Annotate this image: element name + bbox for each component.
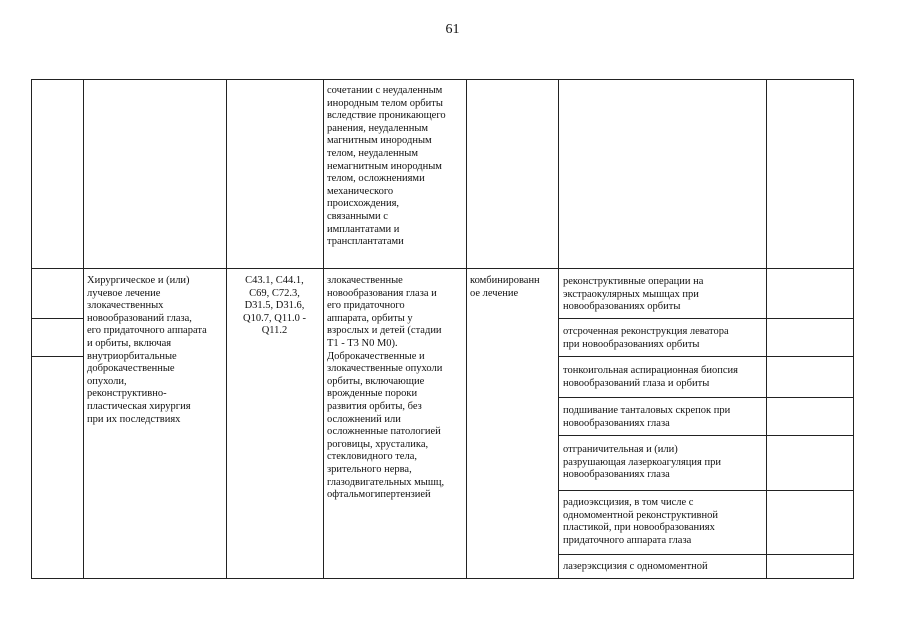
method-cell: [563, 561, 708, 574]
text-line: лучевое лечение: [87, 287, 161, 299]
text-line: Доброкачественные и: [327, 350, 425, 362]
column-border: [558, 79, 559, 579]
method-divider: [558, 397, 854, 398]
text-line: сочетании с неудаленным: [327, 85, 443, 96]
text-line: новообразованиях орбиты: [563, 301, 681, 313]
text-line: пластическая хирургия: [87, 400, 191, 412]
text-line: радиоэксцизия, в том числе с: [563, 497, 694, 508]
text-line: трансплантатами: [327, 236, 404, 248]
text-line: ое лечение: [470, 287, 519, 299]
text-line: осложнений или: [327, 413, 401, 425]
text-line: ранения, неудаленным: [327, 122, 429, 134]
text-line: взрослых и детей (стадии: [327, 325, 442, 337]
text-line: Q11.2: [261, 325, 288, 337]
text-line: врожденные пороки: [327, 388, 418, 400]
text-line: новообразованиях глаза: [563, 417, 670, 429]
text-line: его придаточного: [327, 300, 405, 312]
text-line: телом, неудаленным: [327, 147, 418, 159]
diagnosis-cell: [327, 275, 444, 502]
text-line: злокачественные опухоли: [327, 363, 443, 375]
text-line: пластикой, при новообразованиях: [563, 522, 715, 534]
care-name-cell: [87, 275, 207, 426]
text-line: телом, осложнениями: [327, 173, 425, 185]
page-number: 61: [445, 22, 460, 37]
text-line: глазодвигательных мышц,: [327, 476, 445, 488]
text-line: новообразования глаза и: [327, 287, 437, 299]
text-line: имплантатами и: [327, 223, 400, 235]
text-line: связанными с: [327, 210, 388, 222]
text-line: развития орбиты, без: [327, 400, 422, 412]
text-line: вследствие проникающего: [327, 110, 446, 122]
text-line: опухоли,: [87, 375, 127, 387]
column-border: [83, 79, 84, 579]
text-line: реконструктивные операции на: [563, 276, 704, 287]
text-line: происхождения,: [327, 198, 400, 210]
sub-row-divider: [31, 356, 83, 357]
column-border: [766, 79, 767, 579]
text-line: тонкоигольная аспирационная биопсия: [563, 365, 738, 376]
text-line: лазерэксцизия с одномоментной: [563, 561, 708, 572]
text-line: и орбиты, включая: [87, 337, 172, 349]
text-line: подшивание танталовых скрепок при: [563, 405, 731, 416]
column-border: [31, 79, 32, 579]
text-line: немагнитным инородным: [327, 160, 442, 172]
column-border: [466, 79, 467, 579]
text-line: внутриорбитальные: [87, 350, 177, 362]
icd-codes-cell: [227, 275, 322, 338]
text-line: зрительного нерва,: [327, 463, 412, 475]
text-line: роговицы, хрусталика,: [327, 438, 429, 450]
text-line: орбиты, включающие: [327, 375, 425, 387]
text-line: стекловидного тела,: [327, 451, 417, 463]
text-line: Хирургическое и (или): [87, 275, 190, 286]
table-top-border: [31, 79, 854, 80]
column-border: [323, 79, 324, 579]
table-bottom-border: [31, 578, 854, 579]
text-line: реконструктивно-: [87, 388, 167, 400]
method-cell: [563, 326, 729, 351]
text-line: аппарата, орбиты у: [327, 312, 413, 324]
continued-diagnosis-cell: [327, 85, 446, 249]
method-cell: [563, 497, 718, 547]
text-line: T1 - T3 N0 M0).: [327, 337, 398, 349]
text-line: C43.1, C44.1,: [245, 275, 304, 286]
text-line: магнитным инородным: [327, 135, 432, 147]
text-line: злокачественных: [87, 300, 164, 312]
text-line: C69, C72.3,: [249, 287, 300, 299]
sub-row-divider: [31, 318, 83, 319]
text-line: экстраокулярных мышцах при: [563, 288, 699, 300]
text-line: злокачественные: [327, 275, 403, 286]
text-line: одномоментной реконструктивной: [563, 509, 718, 521]
text-line: разрушающая лазеркоагуляция при: [563, 456, 721, 468]
column-border: [853, 79, 854, 579]
text-line: отграничительная и (или): [563, 444, 678, 455]
text-line: офтальмогипертензией: [327, 489, 431, 501]
method-divider: [558, 435, 854, 436]
text-line: D31.5, D31.6,: [244, 300, 305, 312]
text-line: осложненные патологией: [327, 426, 441, 438]
method-divider: [558, 356, 854, 357]
text-line: новообразований глаза,: [87, 312, 192, 324]
text-line: новообразований глаза и орбиты: [563, 377, 710, 389]
method-cell: [563, 444, 721, 482]
method-cell: [563, 276, 703, 314]
method-cell: [563, 405, 730, 430]
text-line: комбинированн: [470, 275, 540, 286]
text-line: новообразованиях глаза: [563, 469, 670, 481]
text-line: при их последствиях: [87, 413, 181, 425]
text-line: механического: [327, 185, 394, 197]
text-line: придаточного аппарата глаза: [563, 534, 692, 546]
text-line: его придаточного аппарата: [87, 325, 207, 337]
method-divider: [558, 490, 854, 491]
method-divider: [558, 318, 854, 319]
method-divider: [558, 554, 854, 555]
text-line: Q10.7, Q11.0 -: [243, 312, 306, 324]
treatment-type-cell: [470, 275, 540, 300]
method-cell: [563, 365, 738, 390]
row-divider: [31, 268, 854, 269]
text-line: инородным телом орбиты: [327, 97, 443, 109]
text-line: отсроченная реконструкция леватора: [563, 326, 729, 337]
text-line: при новообразованиях орбиты: [563, 338, 700, 350]
text-line: доброкачественные: [87, 363, 175, 375]
